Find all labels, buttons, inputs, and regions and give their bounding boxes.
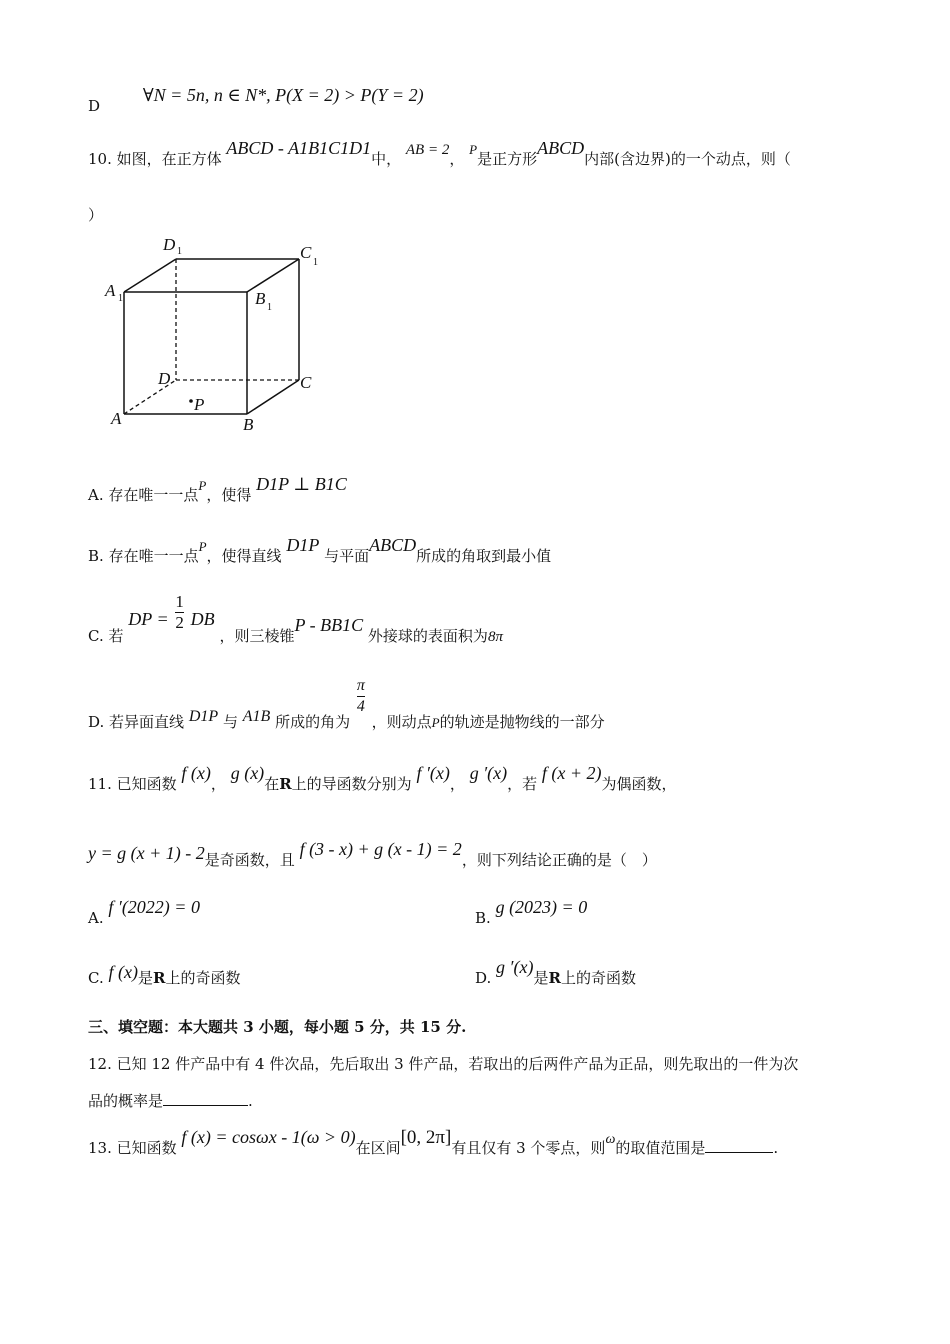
q11-text: 为偶函数，	[601, 775, 677, 793]
q13-text: 的取值范围是	[615, 1139, 706, 1157]
q10-text: 如图，在正方体	[116, 150, 222, 168]
q11-option-c-real-set: R	[152, 969, 166, 987]
q10-option-b-text: 所成的角取到最小值	[416, 547, 552, 565]
q11-option-c-text: 是	[137, 969, 153, 987]
q11-option-d-real-set: R	[548, 969, 561, 987]
q10-option-d-label: D.	[88, 712, 110, 731]
q11-stem-line1	[88, 763, 677, 794]
q10-option-d-point: P	[431, 714, 440, 730]
q10-option-c-label: C.	[88, 626, 109, 645]
q10-text: 内部(含边界)的一个动点，则（	[584, 150, 791, 168]
q11-option-a-expression: f ′(2022) = 0	[108, 897, 200, 917]
q10-option-c-pyramid: P - BB1C	[294, 614, 364, 635]
fraction-denominator: 2	[175, 613, 184, 632]
edge-a1d1	[124, 259, 176, 292]
label-c: C	[300, 373, 312, 392]
fraction-numerator: 1	[175, 592, 184, 611]
q13-number: 13.	[88, 1139, 117, 1157]
q11-option-d	[475, 957, 636, 988]
q11-option-b-label: B.	[475, 909, 496, 927]
q11-option-d-text: 上的奇函数	[560, 969, 636, 987]
q10-option-d-text: 若异面直线	[109, 712, 185, 731]
q10-stem	[88, 138, 791, 169]
q12-end: .	[248, 1092, 253, 1110]
q10-option-c-value: 8π	[487, 628, 503, 645]
q11-option-d-expression: g ′(x)	[496, 957, 534, 977]
label-b: B	[243, 415, 254, 434]
q9-option-d-label: D	[88, 97, 101, 115]
q11-g-prime: g ′(x)	[469, 763, 508, 783]
q13-interval: [0, 2π]	[400, 1127, 452, 1148]
q12-text: 已知 12 件产品中有 4 件次品，先后取出 3 件产品，若取出的后两件产品为正品，则先取出的一件为次	[116, 1055, 799, 1073]
label-b1-sub: 1	[267, 302, 272, 313]
q11-real-set: R	[279, 775, 292, 793]
q11-text: ，若	[507, 775, 538, 793]
label-d1-sub: 1	[177, 246, 182, 257]
edge-bc	[247, 380, 299, 414]
q10-square-abcd: ABCD	[537, 138, 585, 158]
q12-number: 12.	[88, 1055, 117, 1073]
q11-option-b-expression: g (2023) = 0	[495, 897, 588, 917]
q11-text: ，则下列结论正确的是（ ）	[461, 851, 657, 869]
q10-option-c-rhs: DB	[190, 608, 215, 629]
q11-text: ，	[210, 775, 226, 793]
q10-option-c-fraction	[175, 592, 184, 633]
q10-option-b-text: 存在唯一一点	[108, 547, 199, 565]
q10-option-d-line1: D1P	[188, 707, 219, 725]
q10-option-c	[88, 592, 503, 645]
q12-line2	[88, 1090, 253, 1111]
q10-option-d-text: 与	[222, 712, 238, 731]
q11-number: 11.	[88, 775, 117, 793]
q12-line1	[88, 1053, 798, 1074]
q10-option-d-text: 所成的角为	[275, 712, 351, 731]
label-a: A	[111, 409, 122, 428]
q10-option-a-point: P	[198, 478, 207, 493]
q11-text: 是奇函数，且	[204, 851, 295, 869]
edge-b1c1	[247, 259, 299, 292]
q10-option-b-text: ，使得直线	[206, 547, 282, 565]
q11-equation: f (3 - x) + g (x - 1) = 2	[299, 839, 462, 859]
q10-option-d-text: 的轨迹是抛物线的一部分	[439, 712, 605, 731]
q10-option-a-text: 存在唯一一点	[108, 486, 199, 504]
q11-option-c	[88, 962, 241, 988]
q10-close-paren: ）	[88, 206, 104, 224]
q13-answer-blank[interactable]	[705, 1152, 773, 1153]
q9-option-d	[88, 85, 424, 116]
q11-text: 在	[264, 775, 280, 793]
q10-ab-length: AB = 2	[405, 142, 450, 158]
cube-figure	[100, 228, 340, 443]
label-c1: C	[300, 243, 312, 262]
q11-stem-line2	[88, 839, 657, 870]
q13-text: 有且仅有 3 个零点，则	[451, 1139, 606, 1157]
q11-option-d-label: D.	[475, 969, 497, 987]
q10-option-b-point: P	[198, 539, 207, 554]
q10-option-a	[88, 474, 347, 505]
label-c1-sub: 1	[313, 257, 318, 268]
q10-text: 中，	[371, 150, 402, 168]
q10-option-c-text: ，则三棱锥	[219, 626, 295, 645]
q10-option-b	[88, 535, 552, 566]
q11-option-a-label: A.	[88, 909, 109, 927]
q10-option-a-label: A.	[88, 486, 109, 504]
q11-option-b	[475, 897, 588, 928]
q9-option-d-expression: ∀N = 5n, n ∈ N*, P(X = 2) > P(Y = 2)	[142, 85, 424, 105]
q11-f-x-plus-2: f (x + 2)	[541, 763, 602, 783]
q13-end: .	[773, 1139, 779, 1157]
q10-stem-close	[88, 204, 103, 225]
q11-text: 上的导函数分别为	[291, 775, 412, 793]
q10-option-d-line2: A1B	[242, 707, 271, 725]
q11-y-expression: y = g (x + 1) - 2	[88, 843, 205, 863]
q13-omega: ω	[605, 1132, 616, 1147]
q11-option-c-expression: f (x)	[108, 962, 138, 982]
q11-option-c-label: C.	[88, 969, 109, 987]
q11-text: ，	[449, 775, 465, 793]
q13-text: 已知函数	[116, 1139, 177, 1157]
q10-option-b-plane: ABCD	[369, 535, 417, 555]
q10-cube-name: ABCD - A1B1C1D1	[226, 138, 372, 158]
q10-text: 是正方形	[477, 150, 538, 168]
q10-number: 10.	[88, 150, 117, 168]
q10-option-a-text: ，使得	[206, 486, 252, 504]
q13-text: 在区间	[355, 1139, 401, 1157]
q13	[88, 1127, 779, 1159]
label-a1: A	[105, 281, 116, 300]
point-p-dot	[189, 399, 193, 403]
label-d1: D	[163, 235, 176, 254]
q12-text: 品的概率是	[88, 1092, 164, 1110]
q10-option-a-expression: D1P ⊥ B1C	[256, 474, 347, 494]
q11-f: f (x)	[181, 763, 211, 783]
label-p: P	[194, 395, 205, 414]
q10-option-b-line: D1P	[286, 535, 320, 555]
q11-f-prime: f ′(x)	[416, 763, 450, 783]
fraction-denominator: 4	[356, 698, 365, 715]
q10-point-p: P	[469, 142, 478, 157]
q11-option-d-text: 是	[533, 969, 549, 987]
q10-option-c-text: 若	[108, 626, 124, 645]
label-b1: B	[255, 289, 266, 308]
q10-text: ，	[449, 150, 465, 168]
q10-option-d	[88, 676, 605, 731]
q11-text: 已知函数	[116, 775, 177, 793]
q10-option-b-text: 与平面	[324, 547, 370, 565]
q10-option-c-text: 外接球的表面积为	[367, 626, 488, 645]
q11-option-c-text: 上的奇函数	[165, 969, 241, 987]
q10-option-b-label: B.	[88, 547, 109, 565]
section-3-title: 三、填空题：本大题共 3 小题，每小题 5 分，共 15 分.	[88, 1018, 467, 1036]
label-d: D	[158, 369, 171, 388]
q10-option-d-fraction	[357, 676, 365, 717]
fraction-numerator: π	[357, 676, 365, 697]
q10-option-d-text: ，则动点	[371, 712, 432, 731]
label-a1-sub: 1	[118, 293, 123, 304]
q12-answer-blank[interactable]	[163, 1105, 248, 1106]
q10-option-c-lhs: DP =	[128, 608, 169, 629]
q11-g: g (x)	[230, 763, 265, 783]
q11-option-a	[88, 897, 200, 928]
q13-function: f (x) = cosωx - 1(ω > 0)	[181, 1127, 356, 1147]
